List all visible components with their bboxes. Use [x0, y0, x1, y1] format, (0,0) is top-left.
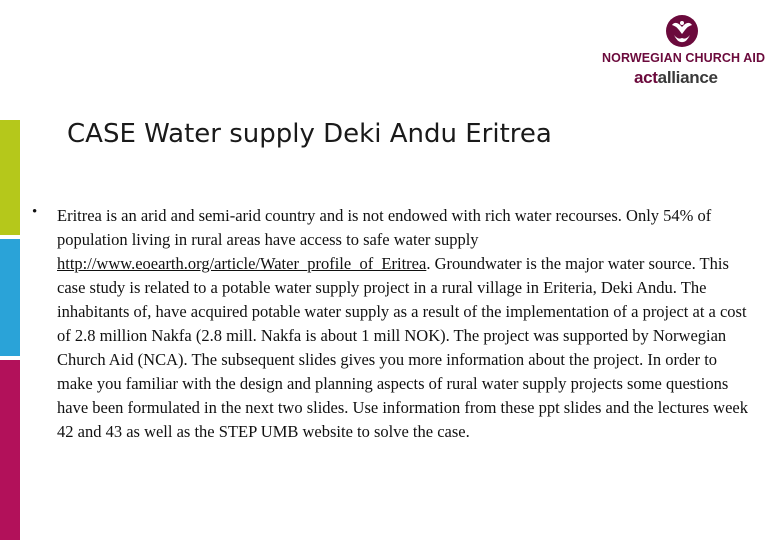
- logo-text-act: act: [634, 68, 658, 87]
- slide-body: [32, 204, 752, 444]
- bullet-marker: •: [32, 204, 38, 220]
- organization-logo: [602, 14, 766, 94]
- eoearth-link[interactable]: http://www.eoearth.org/article/Water_profile_of_Eritrea: [57, 254, 427, 273]
- logo-text-norwegian-church-aid: NORWEGIAN CHURCH AID: [602, 51, 766, 65]
- paragraph-text-start: Eritrea is an arid and semi-arid country and is not endowed with rich water recourses. Only 54% of population living in rural areas have access to safe water supply: [57, 206, 712, 249]
- logo-text-alliance: alliance: [657, 68, 718, 87]
- paragraph-text-end: . Groundwater is the major water source. This case study is related to a potable water supply project in a rural village in Eriteria, Deki Andu. The inhabitants of, have acquired potable water supply as a result of the implementation of a project at a cost of 2.8 million Nakfa (2.8 mill. Nakfa is about 1 mill NOK). The project was supported by Norwegian Church Aid (NCA). The subsequent slides gives you more information about the project. In order to make you familiar with the design and planning aspects of rural water supply projects some questions have been formulated in the next two slides. Use information from these ppt slides and the lectures week 42 and 43 as well as the STEP UMB website to solve the case.: [57, 254, 748, 441]
- accent-bar-green: [0, 120, 20, 235]
- accent-bar-pink: [0, 360, 20, 540]
- slide-title: CASE Water supply Deki Andu Eritrea: [67, 119, 552, 149]
- body-paragraph: [57, 204, 752, 444]
- accent-bar-blue: [0, 239, 20, 356]
- logo-text-actalliance: [634, 68, 718, 88]
- dove-hands-icon: [666, 14, 698, 48]
